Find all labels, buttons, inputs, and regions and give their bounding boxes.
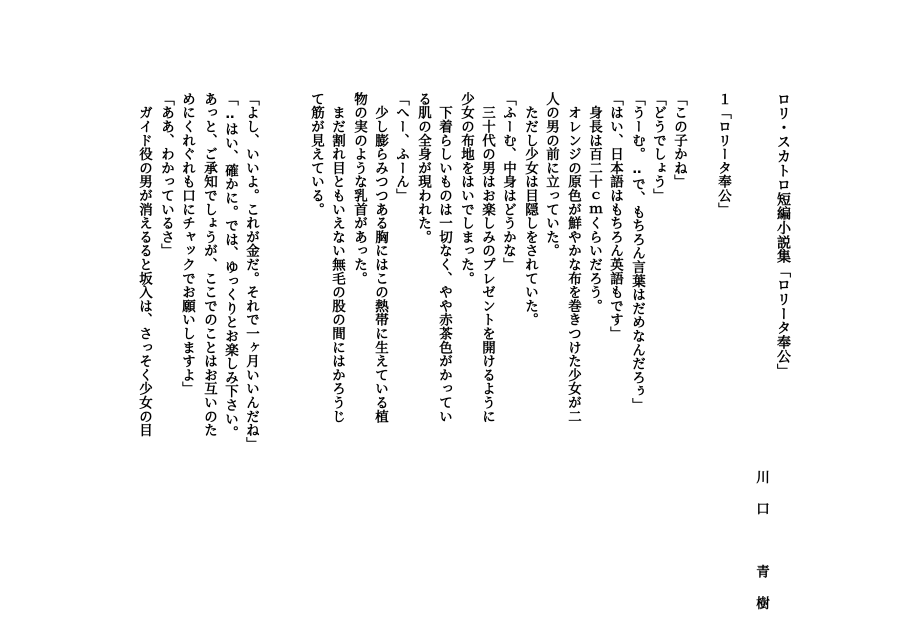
- text-line: 物の実のような乳首があった。: [351, 92, 367, 286]
- text-line: 「ふーむ、中身はどうかな」: [500, 92, 516, 272]
- section-heading: １「ロリータ奉公」: [715, 92, 731, 217]
- text-line: めにくれぐれも口にチャックでお願いしますよ」: [179, 92, 195, 396]
- text-line: オレンジの原色が鮮やかな布を巻きつけた少女が二: [565, 92, 581, 424]
- text-line: 「よし、いいよ。これが金だ。それで一ヶ月いいんだね」: [243, 92, 259, 451]
- text-line: 「この子かね」: [671, 92, 687, 189]
- text-line: 下着らしいものは一切なく、やや赤茶色がかってい: [436, 92, 452, 424]
- text-line: ただし少女は目隠しをされていた。: [522, 92, 538, 327]
- text-line: 「うーむ。‥で、もちろん言葉はだめなんだろぅ」: [629, 92, 645, 412]
- text-line: て筋が見えている。: [308, 92, 324, 217]
- text-line: る肌の全身が現われた。: [415, 92, 431, 244]
- text-line: あっと、ご承知でしょうが、ここでのことはお互いのた: [201, 92, 217, 437]
- author-name: 川口 青樹: [753, 470, 769, 628]
- text-line: 三十代の男はお楽しみのプレゼントを開けるように: [479, 92, 495, 424]
- text-line: 人の男の前に立っていた。: [543, 92, 559, 258]
- document-title: ロリ・スカトロ短編小説集「ロリータ奉公」: [775, 92, 791, 378]
- text-line: 「‥はい、確かに。では、ゆっくりとお楽しみ下さい。: [222, 92, 238, 440]
- text-line: 身長は百二十ｃｍくらいだろう。: [586, 92, 602, 313]
- text-line: ガイド役の男が消えるると坂入は、さっそく少女の目: [136, 92, 152, 437]
- text-line: 「はい、日本語はもちろん英語もです」: [607, 92, 623, 341]
- text-line: 少女の布地をはいでしまった。: [458, 92, 474, 286]
- text-line: 少し膨らみつつある胸にはこの熱帯に生えている植: [372, 92, 388, 424]
- text-line: 「ああ、わかっているさ」: [158, 92, 174, 258]
- text-line: 「どうでしょう」: [650, 92, 666, 203]
- text-line: 「へー、ふーん」: [393, 92, 409, 203]
- text-line: まだ割れ目ともいえない無毛の股の間にはかろうじ: [329, 92, 345, 424]
